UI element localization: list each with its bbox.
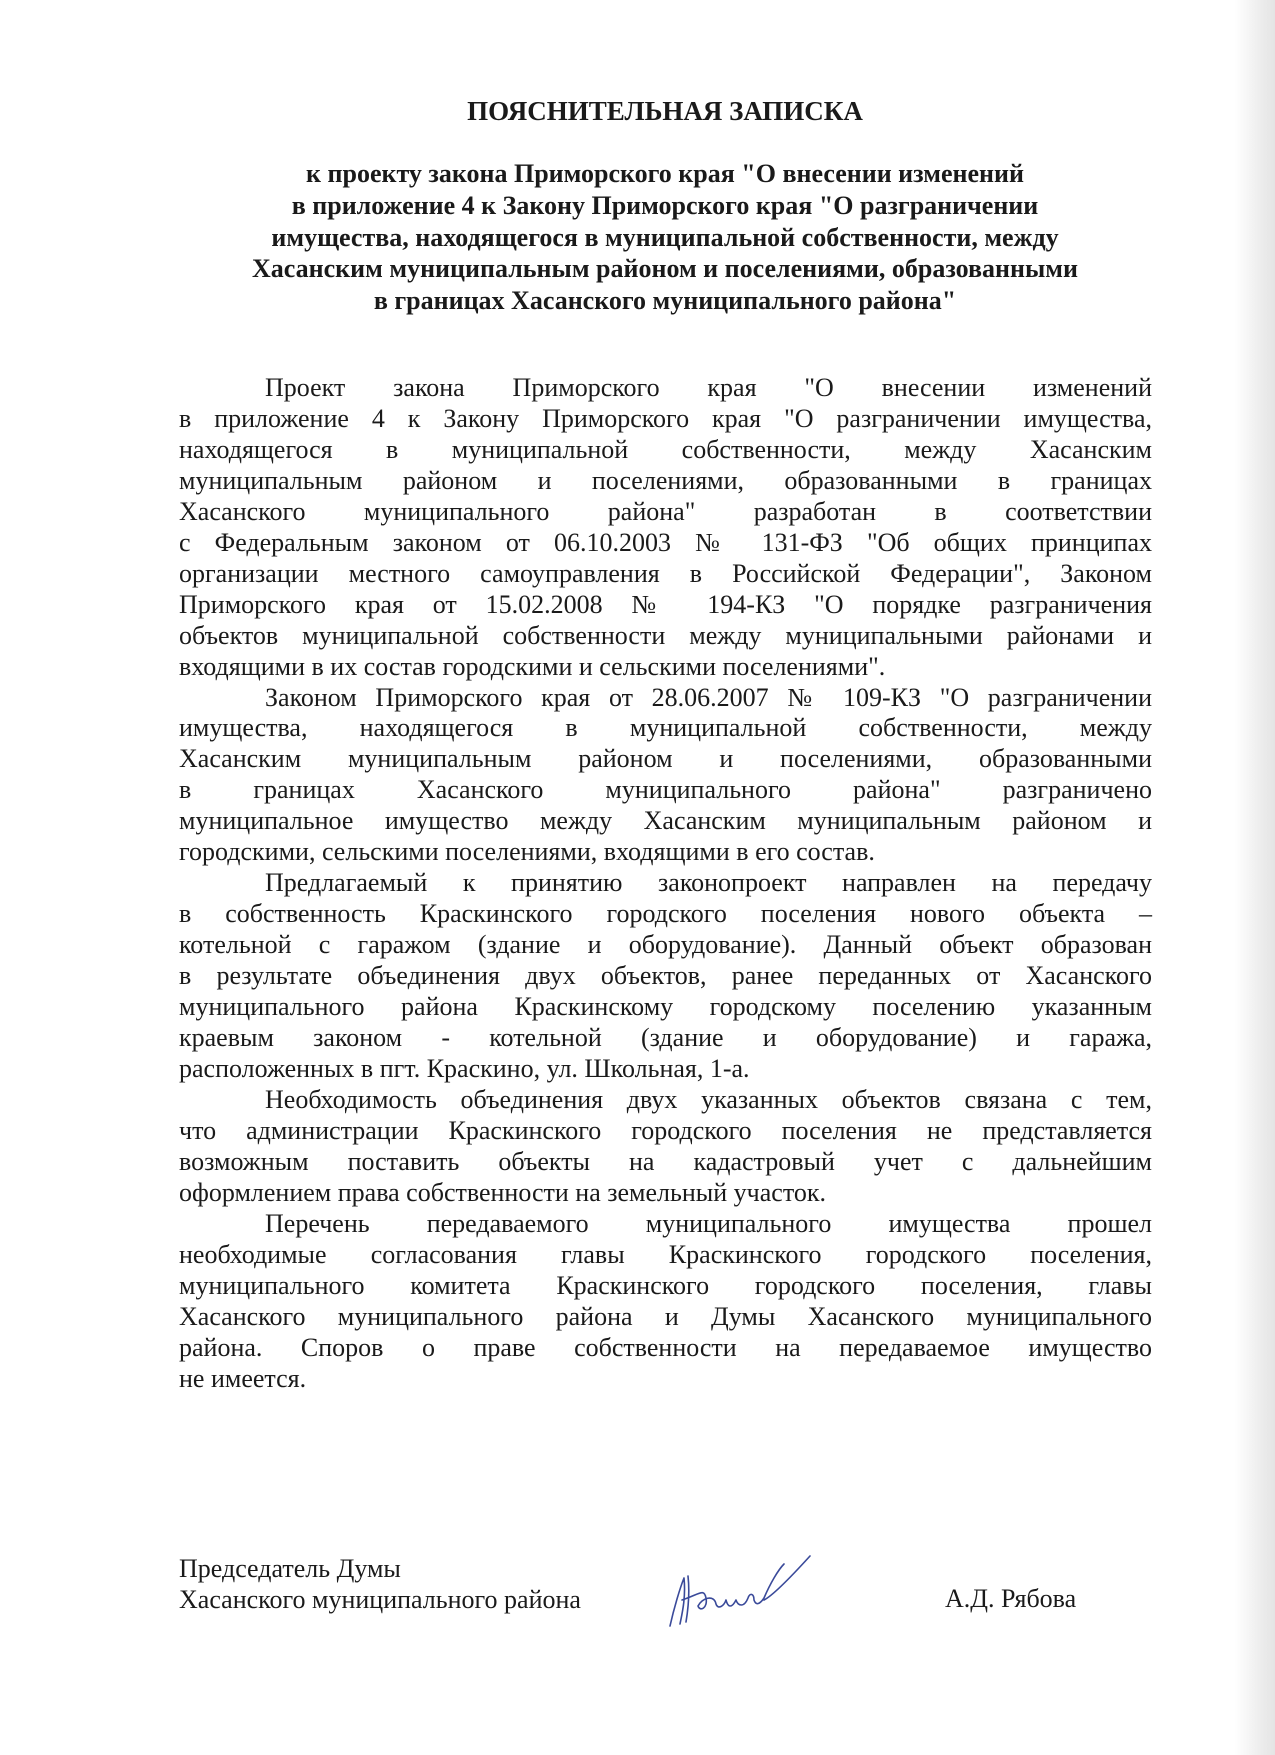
- paragraph-line: муниципальным районом и поселениями, образованными в границах: [179, 465, 1152, 495]
- paragraph: [179, 1085, 1152, 1209]
- paragraph-line: в границах Хасанского муниципального района" разграничено: [179, 775, 1152, 805]
- subtitle-line: Хасанским муниципальным районом и поселениями, образованными: [252, 254, 1078, 284]
- paragraph-line: входящими в их состав городскими и сельскими поселениями".: [179, 651, 886, 681]
- paragraph-line: Приморского края от 15.02.2008 № 194-КЗ "О порядке разграничения: [179, 589, 1152, 619]
- paragraph: [179, 868, 1152, 1085]
- paragraph-line: имущества, находящегося в муниципальной собственности, между: [179, 713, 1152, 743]
- paragraph-line: муниципальное имущество между Хасанским муниципальным районом и: [179, 806, 1152, 836]
- paragraph-line: городскими, сельскими поселениями, входящими в его состав.: [179, 837, 875, 867]
- paragraph-line: Хасанского муниципального района" разработан в соответствии: [179, 496, 1152, 526]
- paragraph-line: что администрации Краскинского городского поселения не представляется: [179, 1115, 1152, 1145]
- paragraph-line: Перечень передаваемого муниципального имущества прошел: [265, 1208, 1152, 1238]
- paragraph-line: Предлагаемый к принятию законопроект направлен на передачу: [265, 868, 1152, 898]
- subtitle-line: в границах Хасанского муниципального района": [373, 286, 957, 316]
- signatory-organization: Хасанского муниципального района: [179, 1585, 581, 1614]
- paragraph-line: Проект закона Приморского края "О внесении изменений: [265, 373, 1152, 402]
- paragraph-line: оформлением права собственности на земельный участок.: [179, 1177, 826, 1207]
- paragraph-line: краевым законом - котельной (здание и оборудование) и гаража,: [179, 1023, 1152, 1053]
- signatory-name: А.Д. Рябова: [945, 1584, 1077, 1613]
- paragraph-line: с Федеральным законом от 06.10.2003 № 131-ФЗ "Об общих принципах: [179, 527, 1152, 557]
- paragraph-line: в собственность Краскинского городского поселения нового объекта –: [179, 899, 1152, 929]
- paragraph-line: котельной с гаражом (здание и оборудование). Данный объект образован: [179, 930, 1152, 960]
- paragraph-line: в приложение 4 к Закону Приморского края "О разграничении имущества,: [179, 403, 1152, 433]
- subtitle-line: в приложение 4 к Закону Приморского края "О разграничении: [291, 190, 1039, 220]
- subtitle-line: имущества, находящегося в муниципальной собственности, между: [271, 222, 1059, 252]
- paragraph-line: расположенных в пгт. Краскино, ул. Школьная, 1-а.: [179, 1053, 750, 1083]
- paragraph-line: Законом Приморского края от 28.06.2007 № 109-КЗ "О разграничении: [265, 682, 1152, 712]
- paragraph-line: не имеется.: [179, 1363, 307, 1393]
- signatory-position: Председатель Думы: [179, 1554, 401, 1583]
- paragraph-line: организации местного самоуправления в Российской Федерации", Законом: [179, 558, 1152, 588]
- paragraph-line: в результате объединения двух объектов, ранее переданных от Хасанского: [179, 961, 1152, 991]
- paragraph-line: муниципального района Краскинскому городскому поселению указанным: [179, 992, 1152, 1022]
- document-title: ПОЯСНИТЕЛЬНАЯ ЗАПИСКА: [467, 96, 863, 126]
- paragraph-line: Хасанского муниципального района и Думы Хасанского муниципального: [179, 1301, 1152, 1331]
- document-body: [179, 373, 1152, 1394]
- paragraph-line: необходимые согласования главы Краскинского городского поселения,: [179, 1239, 1152, 1269]
- paragraph-line: района. Споров о праве собственности на передаваемое имущество: [179, 1332, 1152, 1362]
- paragraph-line: муниципального комитета Краскинского городского поселения, главы: [179, 1270, 1152, 1300]
- subtitle-line: к проекту закона Приморского края "О внесении изменений: [306, 159, 1024, 188]
- paragraph: [179, 1209, 1152, 1395]
- paragraph-line: возможным поставить объекты на кадастровый учет с дальнейшим: [179, 1146, 1152, 1176]
- paragraph-line: Необходимость объединения двух указанных объектов связана с тем,: [265, 1084, 1152, 1114]
- paragraph-line: находящегося в муниципальной собственности, между Хасанским: [179, 434, 1152, 464]
- paragraph: [179, 683, 1152, 869]
- signature-block: [179, 1553, 581, 1615]
- paragraph: [179, 373, 1152, 683]
- document-subtitle: [0, 158, 1275, 317]
- handwritten-signature-icon: [660, 1548, 820, 1633]
- paragraph-line: объектов муниципальной собственности между муниципальными районами и: [179, 620, 1152, 650]
- paragraph-line: Хасанским муниципальным районом и поселениями, образованными: [179, 744, 1152, 774]
